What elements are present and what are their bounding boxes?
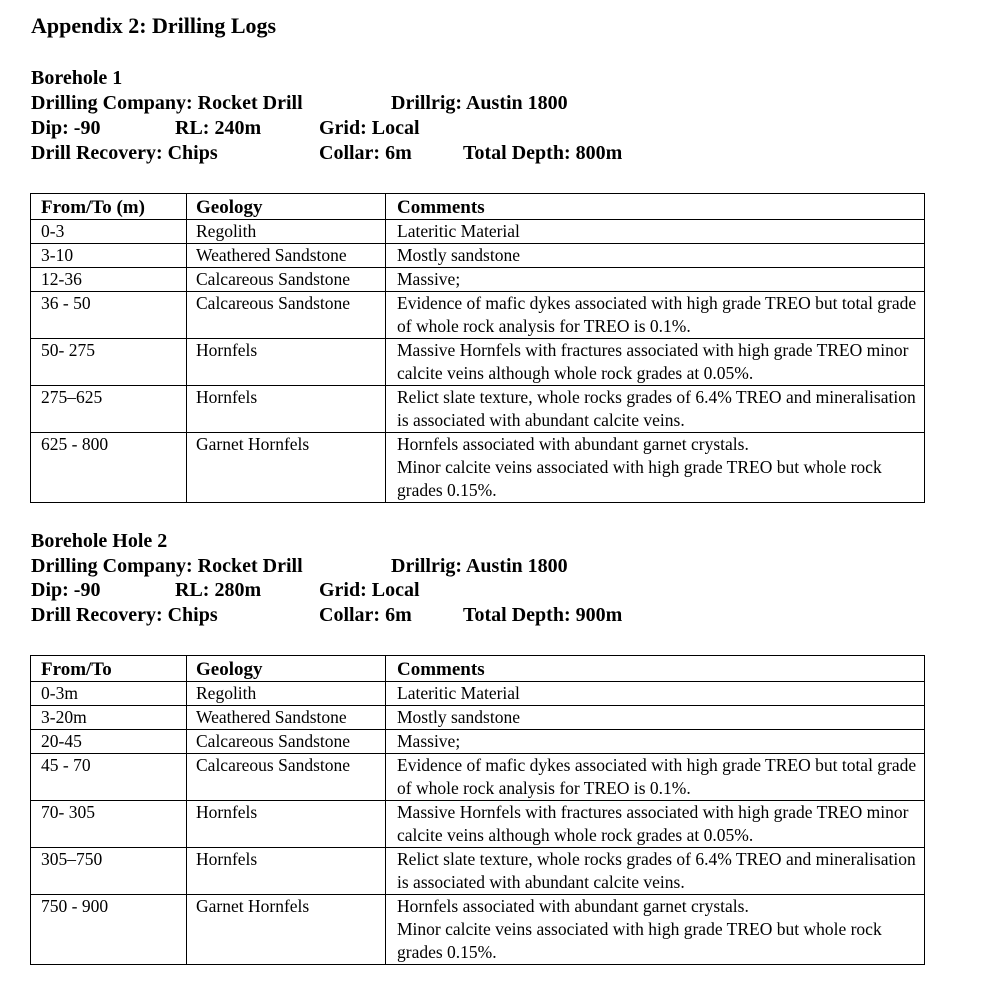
cell-geology: Garnet Hornfels [187,433,386,503]
cell-from-to: 36 - 50 [31,292,187,339]
borehole-2-drilling-company: Drilling Company: Rocket Drill [31,555,303,577]
column-header-from-to: From/To (m) [31,194,187,220]
borehole-2-collar: Collar: 6m [319,604,412,626]
column-header-from-to: From/To [31,656,187,682]
cell-geology: Calcareous Sandstone [187,292,386,339]
borehole-1-title-line [0,67,989,92]
cell-from-to: 20-45 [31,730,187,754]
cell-from-to: 0-3 [31,220,187,244]
cell-comments: Lateritic Material [386,220,925,244]
borehole-2-dip: Dip: -90 [31,579,101,601]
borehole-1-dip: Dip: -90 [31,117,101,139]
cell-from-to: 3-20m [31,706,187,730]
cell-from-to: 50- 275 [31,339,187,386]
cell-from-to: 45 - 70 [31,754,187,801]
cell-comments: Hornfels associated with abundant garnet crystals. Minor calcite veins associated with high grade TREO but whole rock grades 0.15%. [386,433,925,503]
table-row [31,754,925,801]
table-row [31,730,925,754]
table-header-row [31,656,925,682]
cell-from-to: 305–750 [31,848,187,895]
cell-geology: Hornfels [187,339,386,386]
cell-geology: Hornfels [187,801,386,848]
borehole-2-rl: RL: 280m [175,579,262,601]
cell-comments: Relict slate texture, whole rocks grades of 6.4% TREO and mineralisation is associated with abundant calcite veins. [386,848,925,895]
table-row [31,895,925,965]
cell-comments: Relict slate texture, whole rocks grades of 6.4% TREO and mineralisation is associated with abundant calcite veins. [386,386,925,433]
cell-geology: Hornfels [187,386,386,433]
cell-geology: Regolith [187,220,386,244]
cell-comments: Mostly sandstone [386,706,925,730]
borehole-1-grid: Grid: Local [319,117,420,139]
borehole-1-total-depth: Total Depth: 800m [463,142,623,164]
column-header-geology: Geology [187,194,386,220]
column-header-comments: Comments [386,194,925,220]
borehole-2-drill-recovery: Drill Recovery: Chips [31,604,218,626]
cell-comments: Evidence of mafic dykes associated with high grade TREO but total grade of whole rock analysis for TREO is 0.1%. [386,292,925,339]
borehole-1-drilling-company: Drilling Company: Rocket Drill [31,92,303,114]
table-row [31,386,925,433]
borehole-1-recovery-line [0,142,989,167]
borehole-1-collar: Collar: 6m [319,142,412,164]
cell-comments: Massive Hornfels with fractures associated with high grade TREO minor calcite veins although whole rock grades at 0.05%. [386,801,925,848]
table-header-row [31,194,925,220]
cell-from-to: 12-36 [31,268,187,292]
column-header-geology: Geology [187,656,386,682]
borehole-1-drill-recovery: Drill Recovery: Chips [31,142,218,164]
cell-geology: Weathered Sandstone [187,244,386,268]
table-row [31,220,925,244]
table-row [31,682,925,706]
table-row [31,244,925,268]
borehole-2-log-table [30,655,925,965]
cell-geology: Garnet Hornfels [187,895,386,965]
borehole-2-title-line [0,530,989,555]
cell-comments: Hornfels associated with abundant garnet crystals. Minor calcite veins associated with high grade TREO but whole rock grades 0.15%. [386,895,925,965]
table-row [31,292,925,339]
cell-comments: Massive Hornfels with fractures associated with high grade TREO minor calcite veins although whole rock grades at 0.05%. [386,339,925,386]
cell-from-to: 625 - 800 [31,433,187,503]
column-header-comments: Comments [386,656,925,682]
borehole-2-grid: Grid: Local [319,579,420,601]
borehole-1-company-line [0,92,989,117]
borehole-1-log-table [30,193,925,503]
cell-geology: Weathered Sandstone [187,706,386,730]
table-row [31,339,925,386]
cell-geology: Calcareous Sandstone [187,730,386,754]
cell-comments: Lateritic Material [386,682,925,706]
table-row [31,848,925,895]
borehole-1-rl: RL: 240m [175,117,262,139]
borehole-2-drillrig: Drillrig: Austin 1800 [391,555,568,577]
borehole-2-title: Borehole Hole 2 [31,530,168,552]
borehole-2-total-depth: Total Depth: 900m [463,604,623,626]
borehole-2-company-line [0,555,989,580]
page-title: Appendix 2: Drilling Logs [31,13,277,38]
borehole-1-dip-line [0,117,989,142]
borehole-2-dip-line [0,579,989,604]
cell-comments: Massive; [386,730,925,754]
cell-comments: Mostly sandstone [386,244,925,268]
table-row [31,433,925,503]
cell-geology: Regolith [187,682,386,706]
cell-from-to: 750 - 900 [31,895,187,965]
borehole-1-title: Borehole 1 [31,67,123,89]
cell-from-to: 70- 305 [31,801,187,848]
table-row [31,268,925,292]
table-row [31,801,925,848]
borehole-2-recovery-line [0,604,989,629]
borehole-1-drillrig: Drillrig: Austin 1800 [391,92,568,114]
table-row [31,706,925,730]
cell-from-to: 275–625 [31,386,187,433]
cell-geology: Hornfels [187,848,386,895]
cell-geology: Calcareous Sandstone [187,268,386,292]
cell-comments: Massive; [386,268,925,292]
cell-geology: Calcareous Sandstone [187,754,386,801]
cell-from-to: 0-3m [31,682,187,706]
cell-comments: Evidence of mafic dykes associated with high grade TREO but total grade of whole rock analysis for TREO is 0.1%. [386,754,925,801]
cell-from-to: 3-10 [31,244,187,268]
